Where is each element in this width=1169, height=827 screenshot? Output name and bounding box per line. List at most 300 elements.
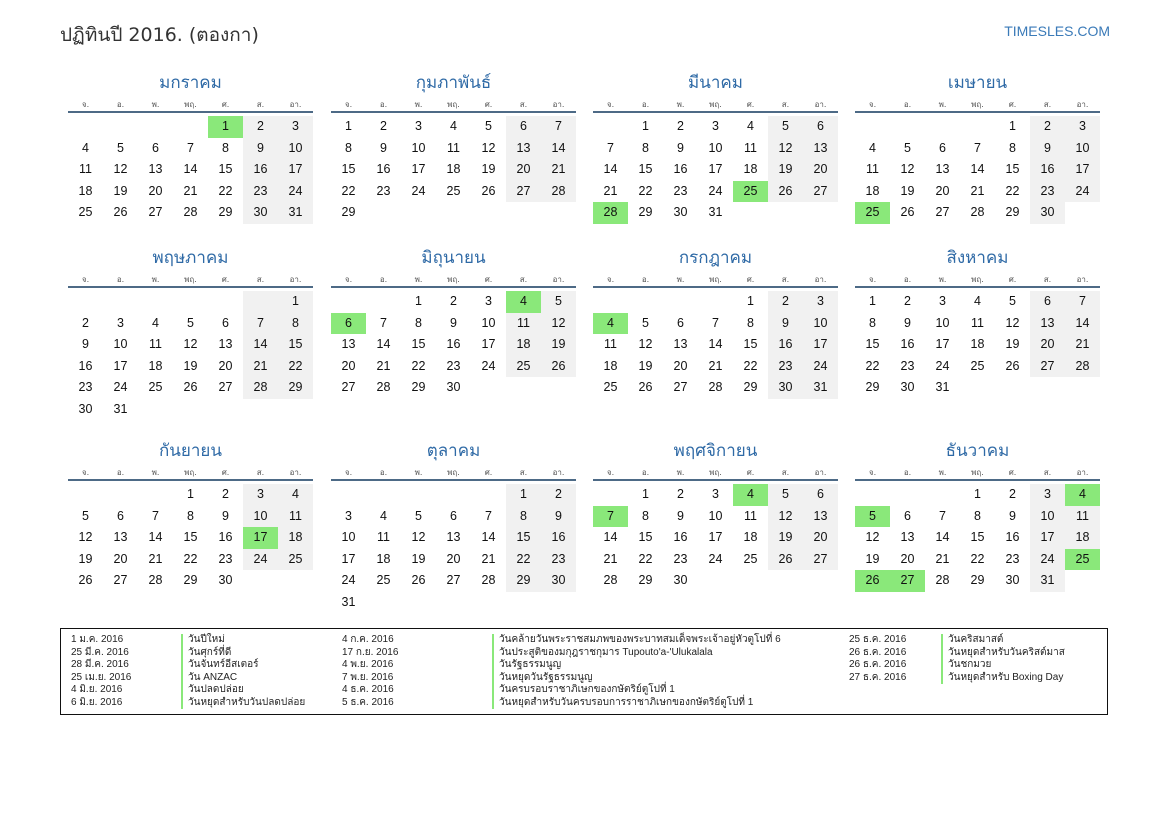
day-cell[interactable]: 2	[450, 294, 457, 308]
day-cell[interactable]: 30	[673, 205, 688, 219]
day-cell[interactable]: 8	[747, 315, 754, 330]
day-cell[interactable]: 22	[218, 183, 233, 198]
day-cell[interactable]: 8	[974, 508, 981, 523]
day-cell[interactable]: 15	[411, 337, 426, 351]
day-cell[interactable]: 2	[380, 119, 387, 133]
day-cell[interactable]: 25	[446, 183, 461, 198]
day-cell[interactable]: 18	[970, 337, 985, 351]
day-cell[interactable]: 2	[677, 487, 684, 501]
day-cell[interactable]: 26	[1005, 358, 1020, 373]
day-cell[interactable]: 15	[743, 337, 758, 351]
day-cell[interactable]: 5	[415, 508, 422, 523]
day-cell[interactable]: 6	[222, 315, 229, 330]
day-cell[interactable]: 31	[278, 202, 313, 224]
day-cell[interactable]: 24	[113, 380, 128, 394]
day-cell[interactable]: 11	[604, 337, 617, 351]
day-cell[interactable]: 10	[1030, 506, 1065, 528]
day-cell[interactable]: 29	[341, 205, 356, 219]
day-cell[interactable]: 13	[446, 530, 461, 544]
day-cell[interactable]: 15	[278, 334, 313, 356]
day-cell[interactable]: 5	[642, 315, 649, 330]
day-cell[interactable]: 27	[341, 380, 356, 394]
day-cell[interactable]: 30	[673, 573, 688, 587]
day-cell[interactable]: 20	[935, 183, 950, 198]
day-cell[interactable]: 20	[803, 527, 838, 549]
day-cell[interactable]: 27	[673, 380, 688, 394]
day-cell[interactable]: 3	[1030, 484, 1065, 506]
day-cell[interactable]: 27	[148, 205, 163, 219]
day-cell[interactable]: 6	[939, 140, 946, 155]
day-cell[interactable]: 24	[278, 181, 313, 203]
day-cell[interactable]: 24	[708, 183, 723, 198]
day-cell[interactable]: 6	[904, 508, 911, 523]
day-cell[interactable]: 5	[768, 484, 803, 506]
day-cell[interactable]: 24	[411, 183, 426, 198]
day-cell[interactable]: 18	[278, 527, 313, 549]
day-cell[interactable]: 22	[1005, 183, 1020, 198]
day-cell[interactable]: 20	[673, 358, 688, 373]
day-cell[interactable]: 23	[1005, 551, 1020, 566]
day-cell[interactable]: 13	[803, 138, 838, 160]
day-cell[interactable]: 8	[278, 313, 313, 335]
day-cell[interactable]: 29	[638, 573, 653, 587]
day-cell[interactable]: 28	[935, 573, 950, 587]
day-cell[interactable]: 15	[865, 337, 880, 351]
day-cell[interactable]: 5	[855, 506, 890, 528]
day-cell[interactable]: 21	[970, 183, 985, 198]
day-cell[interactable]: 23	[78, 380, 93, 394]
day-cell[interactable]: 14	[481, 530, 496, 544]
day-cell[interactable]: 22	[506, 549, 541, 571]
day-cell[interactable]: 9	[768, 313, 803, 335]
day-cell[interactable]: 24	[243, 549, 278, 571]
day-cell[interactable]: 17	[113, 358, 128, 373]
day-cell[interactable]: 5	[187, 315, 194, 330]
day-cell[interactable]: 10	[113, 337, 128, 351]
day-cell[interactable]: 1	[187, 487, 194, 501]
day-cell[interactable]: 15	[341, 162, 356, 176]
day-cell[interactable]: 5	[117, 140, 124, 155]
day-cell[interactable]: 16	[218, 530, 233, 544]
day-cell[interactable]: 27	[113, 573, 128, 587]
day-cell[interactable]: 24	[1065, 181, 1100, 203]
day-cell[interactable]: 2	[768, 291, 803, 313]
day-cell[interactable]: 17	[708, 162, 723, 176]
day-cell[interactable]: 15	[970, 530, 985, 544]
day-cell[interactable]: 18	[743, 530, 758, 544]
day-cell[interactable]: 4	[278, 484, 313, 506]
day-cell[interactable]: 28	[481, 573, 496, 587]
day-cell[interactable]: 7	[152, 508, 159, 523]
day-cell[interactable]: 21	[603, 551, 618, 566]
day-cell[interactable]: 27	[803, 181, 838, 203]
day-cell[interactable]: 26	[900, 205, 915, 219]
day-cell[interactable]: 20	[803, 159, 838, 181]
day-cell[interactable]: 30	[768, 377, 803, 399]
day-cell[interactable]: 5	[541, 291, 576, 313]
day-cell[interactable]: 6	[1030, 291, 1065, 313]
day-cell[interactable]: 24	[803, 356, 838, 378]
day-cell[interactable]: 29	[970, 573, 985, 587]
day-cell[interactable]: 14	[243, 334, 278, 356]
day-cell[interactable]: 26	[113, 205, 128, 219]
day-cell[interactable]: 2	[541, 484, 576, 506]
day-cell[interactable]: 22	[970, 551, 985, 566]
day-cell[interactable]: 23	[243, 181, 278, 203]
day-cell[interactable]: 19	[183, 358, 198, 373]
day-cell[interactable]: 20	[1030, 334, 1065, 356]
day-cell[interactable]: 1	[1009, 119, 1016, 133]
day-cell[interactable]: 1	[345, 119, 352, 133]
day-cell[interactable]: 1	[974, 487, 981, 501]
day-cell[interactable]: 3	[1065, 116, 1100, 138]
day-cell[interactable]: 4	[152, 315, 159, 330]
day-cell[interactable]: 25	[855, 202, 890, 224]
day-cell[interactable]: 10	[708, 508, 723, 523]
day-cell[interactable]: 25	[603, 380, 618, 394]
day-cell[interactable]: 20	[900, 551, 915, 566]
day-cell[interactable]: 2	[1009, 487, 1016, 501]
day-cell[interactable]: 25	[970, 358, 985, 373]
day-cell[interactable]: 9	[677, 140, 684, 155]
day-cell[interactable]: 28	[603, 573, 618, 587]
day-cell[interactable]: 16	[900, 337, 915, 351]
day-cell[interactable]: 6	[117, 508, 124, 523]
day-cell[interactable]: 9	[82, 337, 89, 351]
day-cell[interactable]: 11	[377, 530, 390, 544]
day-cell[interactable]: 23	[1030, 181, 1065, 203]
day-cell[interactable]: 24	[708, 551, 723, 566]
day-cell[interactable]: 20	[506, 159, 541, 181]
day-cell[interactable]: 9	[1009, 508, 1016, 523]
day-cell[interactable]: 29	[218, 205, 233, 219]
day-cell[interactable]: 30	[1030, 202, 1065, 224]
day-cell[interactable]: 1	[278, 291, 313, 313]
day-cell[interactable]: 4	[747, 119, 754, 133]
day-cell[interactable]: 13	[148, 162, 163, 176]
day-cell[interactable]: 14	[708, 337, 723, 351]
day-cell[interactable]: 29	[743, 380, 758, 394]
day-cell[interactable]: 13	[900, 530, 915, 544]
day-cell[interactable]: 26	[638, 380, 653, 394]
day-cell[interactable]: 10	[935, 315, 950, 330]
day-cell[interactable]: 28	[1065, 356, 1100, 378]
day-cell[interactable]: 22	[278, 356, 313, 378]
day-cell[interactable]: 23	[673, 551, 688, 566]
day-cell[interactable]: 13	[673, 337, 688, 351]
day-cell[interactable]: 19	[411, 551, 426, 566]
day-cell[interactable]: 21	[148, 551, 163, 566]
day-cell[interactable]: 23	[768, 356, 803, 378]
day-cell[interactable]: 1	[415, 294, 422, 308]
day-cell[interactable]: 10	[708, 140, 723, 155]
day-cell[interactable]: 19	[865, 551, 880, 566]
day-cell[interactable]: 8	[415, 315, 422, 330]
day-cell[interactable]: 12	[541, 313, 576, 335]
day-cell[interactable]: 27	[446, 573, 461, 587]
day-cell[interactable]: 18	[1065, 527, 1100, 549]
day-cell[interactable]: 30	[446, 380, 461, 394]
day-cell[interactable]: 12	[638, 337, 653, 351]
day-cell[interactable]: 11	[278, 506, 313, 528]
day-cell[interactable]: 9	[222, 508, 229, 523]
day-cell[interactable]: 25	[1065, 549, 1100, 571]
day-cell[interactable]: 1	[208, 116, 243, 138]
day-cell[interactable]: 28	[541, 181, 576, 203]
day-cell[interactable]: 1	[869, 294, 876, 308]
day-cell[interactable]: 12	[78, 530, 93, 544]
day-cell[interactable]: 26	[855, 570, 890, 592]
day-cell[interactable]: 18	[743, 162, 758, 176]
day-cell[interactable]: 16	[541, 527, 576, 549]
day-cell[interactable]: 21	[376, 358, 391, 373]
day-cell[interactable]: 15	[506, 527, 541, 549]
day-cell[interactable]: 11	[744, 508, 757, 523]
day-cell[interactable]: 22	[638, 551, 653, 566]
day-cell[interactable]: 26	[183, 380, 198, 394]
day-cell[interactable]: 21	[1065, 334, 1100, 356]
day-cell[interactable]: 5	[904, 140, 911, 155]
day-cell[interactable]: 28	[708, 380, 723, 394]
day-cell[interactable]: 7	[974, 140, 981, 155]
day-cell[interactable]: 9	[904, 315, 911, 330]
day-cell[interactable]: 18	[78, 183, 93, 198]
day-cell[interactable]: 3	[803, 291, 838, 313]
day-cell[interactable]: 20	[148, 183, 163, 198]
day-cell[interactable]: 10	[278, 138, 313, 160]
day-cell[interactable]: 21	[243, 356, 278, 378]
day-cell[interactable]: 31	[803, 377, 838, 399]
day-cell[interactable]: 26	[768, 549, 803, 571]
day-cell[interactable]: 17	[481, 337, 496, 351]
day-cell[interactable]: 26	[541, 356, 576, 378]
day-cell[interactable]: 15	[638, 530, 653, 544]
day-cell[interactable]: 19	[768, 159, 803, 181]
day-cell[interactable]: 14	[183, 162, 198, 176]
day-cell[interactable]: 6	[506, 116, 541, 138]
day-cell[interactable]: 4	[380, 508, 387, 523]
day-cell[interactable]: 21	[541, 159, 576, 181]
day-cell[interactable]: 2	[1030, 116, 1065, 138]
day-cell[interactable]: 24	[935, 358, 950, 373]
day-cell[interactable]: 14	[541, 138, 576, 160]
day-cell[interactable]: 18	[376, 551, 391, 566]
day-cell[interactable]: 5	[1009, 294, 1016, 308]
day-cell[interactable]: 12	[481, 140, 496, 155]
day-cell[interactable]: 28	[593, 202, 628, 224]
day-cell[interactable]: 9	[243, 138, 278, 160]
day-cell[interactable]: 13	[341, 337, 356, 351]
day-cell[interactable]: 16	[1030, 159, 1065, 181]
day-cell[interactable]: 21	[481, 551, 496, 566]
day-cell[interactable]: 13	[803, 506, 838, 528]
day-cell[interactable]: 14	[376, 337, 391, 351]
day-cell[interactable]: 8	[642, 140, 649, 155]
day-cell[interactable]: 1	[747, 294, 754, 308]
day-cell[interactable]: 21	[603, 183, 618, 198]
day-cell[interactable]: 30	[900, 380, 915, 394]
day-cell[interactable]: 9	[677, 508, 684, 523]
day-cell[interactable]: 19	[1005, 337, 1020, 351]
day-cell[interactable]: 22	[743, 358, 758, 373]
day-cell[interactable]: 4	[82, 140, 89, 155]
day-cell[interactable]: 19	[900, 183, 915, 198]
day-cell[interactable]: 2	[82, 315, 89, 330]
day-cell[interactable]: 13	[1030, 313, 1065, 335]
day-cell[interactable]: 12	[113, 162, 128, 176]
day-cell[interactable]: 26	[78, 573, 93, 587]
day-cell[interactable]: 30	[541, 570, 576, 592]
day-cell[interactable]: 12	[183, 337, 198, 351]
day-cell[interactable]: 16	[673, 530, 688, 544]
day-cell[interactable]: 5	[485, 119, 492, 133]
day-cell[interactable]: 13	[218, 337, 233, 351]
day-cell[interactable]: 9	[541, 506, 576, 528]
day-cell[interactable]: 20	[113, 551, 128, 566]
day-cell[interactable]: 21	[708, 358, 723, 373]
day-cell[interactable]: 15	[1005, 162, 1020, 176]
day-cell[interactable]: 12	[768, 138, 803, 160]
site-link[interactable]: TIMESLES.COM	[1004, 23, 1110, 39]
day-cell[interactable]: 1	[642, 487, 649, 501]
day-cell[interactable]: 7	[380, 315, 387, 330]
day-cell[interactable]: 5	[82, 508, 89, 523]
day-cell[interactable]: 29	[638, 205, 653, 219]
day-cell[interactable]: 24	[341, 573, 356, 587]
day-cell[interactable]: 16	[446, 337, 461, 351]
day-cell[interactable]: 30	[243, 202, 278, 224]
day-cell[interactable]: 2	[677, 119, 684, 133]
day-cell[interactable]: 27	[218, 380, 233, 394]
day-cell[interactable]: 12	[900, 162, 915, 176]
day-cell[interactable]: 3	[939, 294, 946, 308]
day-cell[interactable]: 10	[411, 140, 426, 155]
day-cell[interactable]: 4	[506, 291, 541, 313]
day-cell[interactable]: 7	[1065, 291, 1100, 313]
day-cell[interactable]: 14	[970, 162, 985, 176]
day-cell[interactable]: 7	[243, 313, 278, 335]
day-cell[interactable]: 20	[218, 358, 233, 373]
day-cell[interactable]: 19	[638, 358, 653, 373]
day-cell[interactable]: 8	[187, 508, 194, 523]
day-cell[interactable]: 22	[183, 551, 198, 566]
day-cell[interactable]: 19	[113, 183, 128, 198]
day-cell[interactable]: 23	[673, 183, 688, 198]
day-cell[interactable]: 11	[79, 162, 92, 176]
day-cell[interactable]: 17	[935, 337, 950, 351]
day-cell[interactable]: 15	[638, 162, 653, 176]
day-cell[interactable]: 24	[481, 358, 496, 373]
day-cell[interactable]: 27	[803, 549, 838, 571]
day-cell[interactable]: 4	[593, 313, 628, 335]
day-cell[interactable]: 1	[642, 119, 649, 133]
day-cell[interactable]: 16	[1005, 530, 1020, 544]
day-cell[interactable]: 8	[345, 140, 352, 155]
day-cell[interactable]: 7	[607, 140, 614, 155]
day-cell[interactable]: 9	[450, 315, 457, 330]
day-cell[interactable]: 7	[187, 140, 194, 155]
day-cell[interactable]: 24	[1030, 549, 1065, 571]
day-cell[interactable]: 30	[1005, 573, 1020, 587]
day-cell[interactable]: 23	[446, 358, 461, 373]
day-cell[interactable]: 10	[1065, 138, 1100, 160]
day-cell[interactable]: 14	[603, 162, 618, 176]
day-cell[interactable]: 30	[218, 573, 233, 587]
day-cell[interactable]: 8	[869, 315, 876, 330]
day-cell[interactable]: 23	[376, 183, 391, 198]
day-cell[interactable]: 28	[970, 205, 985, 219]
day-cell[interactable]: 11	[1065, 506, 1100, 528]
day-cell[interactable]: 28	[183, 205, 198, 219]
day-cell[interactable]: 17	[411, 162, 426, 176]
day-cell[interactable]: 25	[506, 356, 541, 378]
day-cell[interactable]: 31	[113, 401, 128, 416]
day-cell[interactable]: 22	[638, 183, 653, 198]
day-cell[interactable]: 28	[376, 380, 391, 394]
day-cell[interactable]: 17	[1065, 159, 1100, 181]
day-cell[interactable]: 14	[1065, 313, 1100, 335]
day-cell[interactable]: 16	[376, 162, 391, 176]
day-cell[interactable]: 5	[768, 116, 803, 138]
day-cell[interactable]: 10	[341, 530, 356, 544]
day-cell[interactable]: 3	[485, 294, 492, 308]
day-cell[interactable]: 6	[803, 116, 838, 138]
day-cell[interactable]: 6	[677, 315, 684, 330]
day-cell[interactable]: 22	[341, 183, 356, 198]
day-cell[interactable]: 15	[218, 162, 233, 176]
day-cell[interactable]: 23	[541, 549, 576, 571]
day-cell[interactable]: 27	[935, 205, 950, 219]
day-cell[interactable]: 12	[411, 530, 426, 544]
day-cell[interactable]: 11	[149, 337, 162, 351]
day-cell[interactable]: 21	[183, 183, 198, 198]
day-cell[interactable]: 7	[939, 508, 946, 523]
day-cell[interactable]: 10	[243, 506, 278, 528]
day-cell[interactable]: 28	[243, 377, 278, 399]
day-cell[interactable]: 12	[768, 506, 803, 528]
day-cell[interactable]: 18	[148, 358, 163, 373]
day-cell[interactable]: 21	[935, 551, 950, 566]
day-cell[interactable]: 3	[243, 484, 278, 506]
day-cell[interactable]: 31	[708, 205, 723, 219]
day-cell[interactable]: 22	[865, 358, 880, 373]
day-cell[interactable]: 16	[78, 358, 93, 373]
day-cell[interactable]: 2	[243, 116, 278, 138]
day-cell[interactable]: 13	[113, 530, 128, 544]
day-cell[interactable]: 16	[243, 159, 278, 181]
day-cell[interactable]: 3	[117, 315, 124, 330]
day-cell[interactable]: 6	[152, 140, 159, 155]
day-cell[interactable]: 16	[768, 334, 803, 356]
day-cell[interactable]: 11	[744, 140, 757, 155]
day-cell[interactable]: 4	[1065, 484, 1100, 506]
day-cell[interactable]: 6	[450, 508, 457, 523]
day-cell[interactable]: 3	[712, 119, 719, 133]
day-cell[interactable]: 8	[506, 506, 541, 528]
day-cell[interactable]: 19	[541, 334, 576, 356]
day-cell[interactable]: 11	[971, 315, 984, 330]
day-cell[interactable]: 4	[974, 294, 981, 308]
day-cell[interactable]: 31	[1030, 570, 1065, 592]
day-cell[interactable]: 29	[411, 380, 426, 394]
day-cell[interactable]: 3	[415, 119, 422, 133]
day-cell[interactable]: 18	[506, 334, 541, 356]
day-cell[interactable]: 9	[1030, 138, 1065, 160]
day-cell[interactable]: 26	[411, 573, 426, 587]
day-cell[interactable]: 27	[1030, 356, 1065, 378]
day-cell[interactable]: 25	[733, 181, 768, 203]
day-cell[interactable]: 17	[243, 527, 278, 549]
